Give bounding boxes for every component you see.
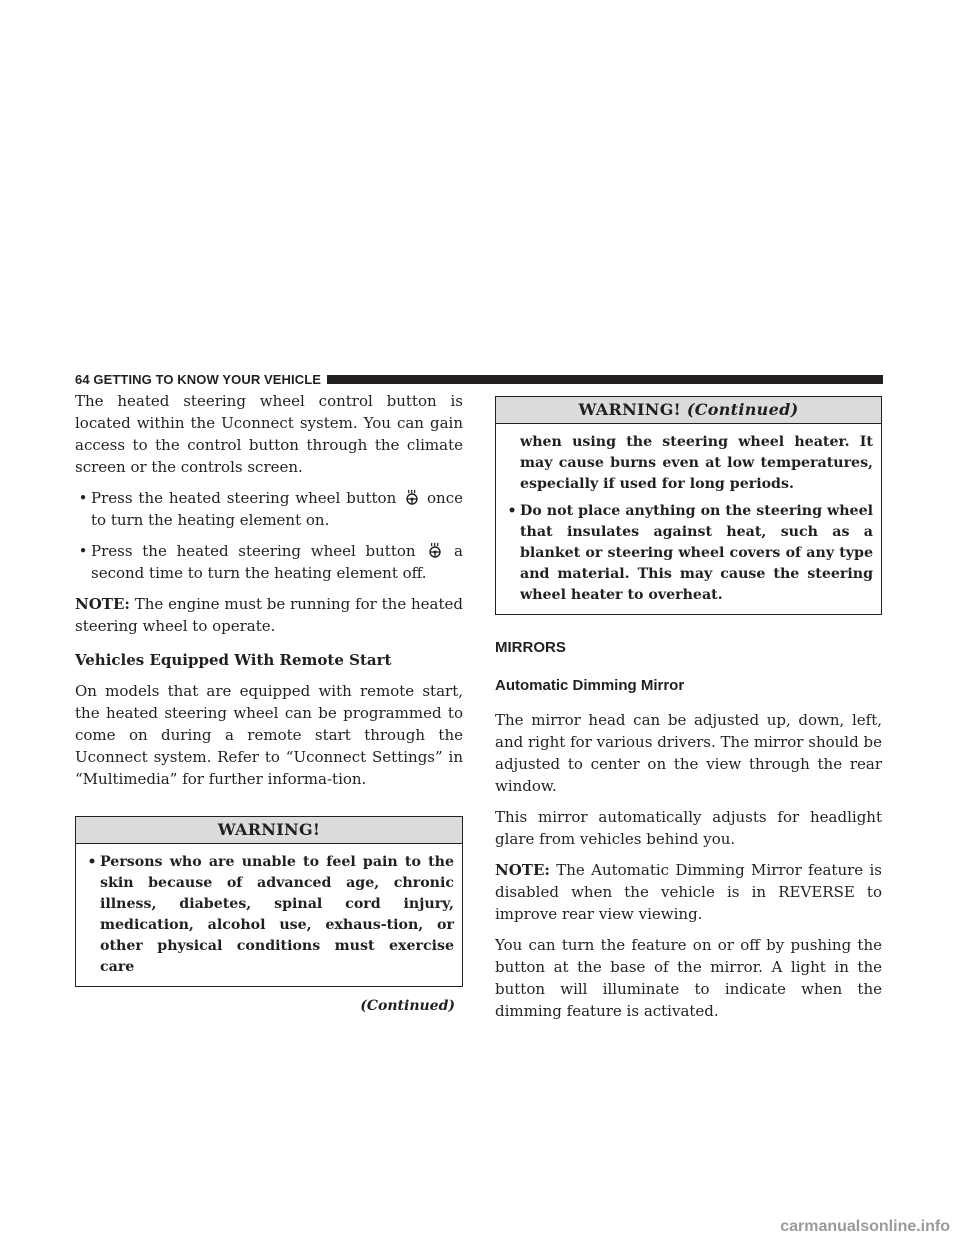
remote-start-subheading: Vehicles Equipped With Remote Start — [75, 651, 392, 669]
warning-title-continued: WARNING! (Continued) — [496, 397, 881, 424]
warning-bullet: • Persons who are unable to feel pain to the skin because of advanced age, chronic illness, diabetes, spinal cord injury, medication, alcohol use, exhaus-tion, or other physical conditions must exercise care — [84, 852, 454, 978]
bullet-dot: • — [78, 542, 88, 560]
continued-label: (Continued) — [360, 998, 455, 1014]
watermark: carmanualsonline.info — [780, 1218, 950, 1235]
warning-bullet: • Do not place anything on the steering wheel that insulates against heat, such as a blanket or steering wheel covers of any type and material. This may cause the steering wheel heater to overheat. — [504, 501, 873, 606]
bullet-turn-off: • Press the heated steering wheel button a second time to turn the heating element off. — [75, 540, 463, 584]
note-label: NOTE: — [495, 861, 550, 879]
warning-box-continued — [495, 396, 882, 615]
warning-continued-text: when using the steering wheel heater. It may cause burns even at low temperatures, especially if used for long periods. — [520, 434, 873, 492]
warning-box — [75, 816, 463, 987]
warning-title: WARNING! — [76, 817, 462, 844]
bullet-dot: • — [507, 503, 517, 519]
mirror-paragraph-3: You can turn the feature on or off by pushing the button at the base of the mirror. A light in the button will illuminate to indicate when the dimming feature is activated. — [495, 936, 882, 1020]
bullet-turn-on: • Press the heated steering wheel button once to turn the heating element on. — [75, 487, 463, 531]
bullet-dot: • — [78, 489, 88, 507]
mirror-note — [495, 859, 882, 925]
remote-start-paragraph: On models that are equipped with remote start, the heated steering wheel can be programmed to come on during a remote start through the Uconnect system. Refer to “Uconnect Settings” in “Multimedia” for further informa-tion. — [75, 682, 463, 788]
mirror-paragraph-2: This mirror automatically adjusts for headlight glare from vehicles behind you. — [495, 808, 882, 848]
section-title: MIRRORS — [495, 639, 566, 656]
header-rule — [327, 375, 883, 384]
note-paragraph — [75, 593, 463, 637]
section-subtitle: Automatic Dimming Mirror — [495, 677, 685, 694]
right-column — [495, 396, 882, 1031]
left-column — [75, 390, 463, 1017]
intro-paragraph: The heated steering wheel control button is located within the Uconnect system. You can gain access to the control button through the climate screen or the controls screen. — [75, 392, 463, 476]
note-label: NOTE: — [75, 595, 130, 613]
note-text: The Automatic Dimming Mirror feature is disabled when the vehicle is in REVERSE to improve rear view viewing. — [495, 861, 882, 923]
page-header — [75, 371, 883, 387]
heated-steering-wheel-icon — [428, 542, 442, 558]
bullet-dot: • — [87, 854, 97, 870]
note-text: The engine must be running for the heated steering wheel to operate. — [75, 595, 463, 635]
chapter-title: GETTING TO KNOW YOUR VEHICLE — [93, 371, 322, 387]
heated-steering-wheel-icon — [405, 489, 419, 505]
page-number: 64 — [75, 371, 90, 387]
mirror-paragraph-1: The mirror head can be adjusted up, down, left, and right for various drivers. The mirror should be adjusted to center on the view through the rear window. — [495, 711, 882, 795]
